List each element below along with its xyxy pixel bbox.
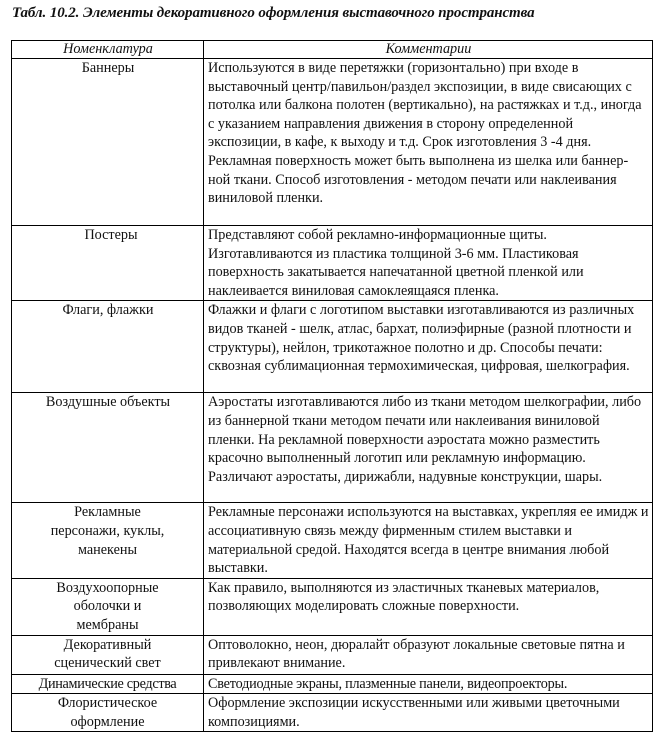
table-caption: Табл. 10.2. Элементы декоративного оформления выставочного пространства bbox=[12, 5, 535, 21]
table-row bbox=[12, 503, 653, 578]
table-row bbox=[12, 301, 653, 393]
row-comment bbox=[204, 59, 653, 226]
row-comment bbox=[204, 635, 653, 674]
comment-paragraph: Рекламная поверхность может быть выполнена из шелка или баннер-ной ткани. Способ изготовления - методом печати или наклеивания виниловой пленки. bbox=[208, 152, 629, 207]
table-row bbox=[12, 393, 653, 503]
comment-paragraph: Используются в виде перетяжки (горизонтально) при входе в выставочный центр/павильон/раздел экспозиции, в виде свисающих с потолка или балкона полотен (вертикально), на растяжках и т.д., иногда с указанием направления движения в сторону определенной экспозиции, в кафе, к выходу и т.д. Срок изготовления 3 -4 дня. bbox=[208, 60, 642, 151]
table-row bbox=[12, 59, 653, 226]
row-comment bbox=[204, 226, 653, 301]
row-comment bbox=[204, 578, 653, 635]
comment-paragraph: Флажки и флаги с логотипом выставки изготавливаются из различных видов тканей - шелк, атлас, бархат, полиэфирные (разной плотности и структуры), нейлон, трикотажное полотно и др. Способы печати: сквозная сублимационная термохимическая, цифровая, шелкография. bbox=[208, 302, 635, 375]
comment-paragraph: Оптоволокно, неон, дюралайт образуют локальные световые пятна и привлекают внимание. bbox=[208, 636, 625, 672]
row-name: Флаги, флажки bbox=[12, 301, 204, 393]
comment-paragraph: Представляют собой рекламно-информационные щиты. Изготавливаются из пластика толщиной 3-6 мм. Пластиковая поверхность закатывается напечатанной цветной пленкой или наклеивается виниловая самоклеящаяся пленка. bbox=[208, 227, 584, 299]
table-row bbox=[12, 694, 653, 732]
table-header-row bbox=[12, 41, 653, 59]
row-name: Декоративный сценический свет bbox=[12, 635, 204, 674]
row-name: Рекламные персонажи, куклы, манекены bbox=[12, 503, 204, 578]
table-row bbox=[12, 578, 653, 635]
comment-paragraph: Светодиодные экраны, плазменные панели, видеопроекторы. bbox=[208, 675, 568, 692]
row-name: Флористическое оформление bbox=[12, 694, 204, 732]
row-name: Постеры bbox=[12, 226, 204, 301]
comment-paragraph: Аэростаты изготавливаются либо из ткани методом шелкографии, либо из баннерной ткани методом печати или наклеивания виниловой пленки. На рекламной поверхности аэростата можно разместить красочно выполненный логотип или рекламную информацию. Различают аэростаты, дирижабли, надувные конструкции, шары. bbox=[208, 394, 642, 485]
row-comment bbox=[204, 301, 653, 393]
table-row bbox=[12, 226, 653, 301]
comment-paragraph: Рекламные персонажи используются на выставках, укрепляя ее имидж и ассоциативную связь между фирменным стилем выставки и материальной средой. Находятся всегда в центре внимания любой выставки. bbox=[208, 504, 649, 577]
row-comment bbox=[204, 503, 653, 578]
row-comment bbox=[204, 694, 653, 732]
row-name: Баннеры bbox=[12, 59, 204, 226]
table-row bbox=[12, 674, 653, 694]
header-comments: Комментарии bbox=[204, 41, 653, 59]
comment-paragraph: Как правило, выполняются из эластичных тканевых материалов, позволяющих моделировать сложные поверхности. bbox=[208, 579, 600, 615]
row-name: Воздушные объекты bbox=[12, 393, 204, 503]
row-comment bbox=[204, 674, 653, 694]
header-nomenclature: Номенклатура bbox=[12, 41, 204, 59]
row-comment bbox=[204, 393, 653, 503]
decor-elements-table bbox=[11, 40, 653, 732]
table-row bbox=[12, 635, 653, 674]
row-name: Динамические средства bbox=[12, 674, 204, 694]
row-name: Воздухоопорные оболочки и мембраны bbox=[12, 578, 204, 635]
comment-paragraph: Оформление экспозиции искусственными или живыми цветочными композициями. bbox=[208, 695, 620, 730]
